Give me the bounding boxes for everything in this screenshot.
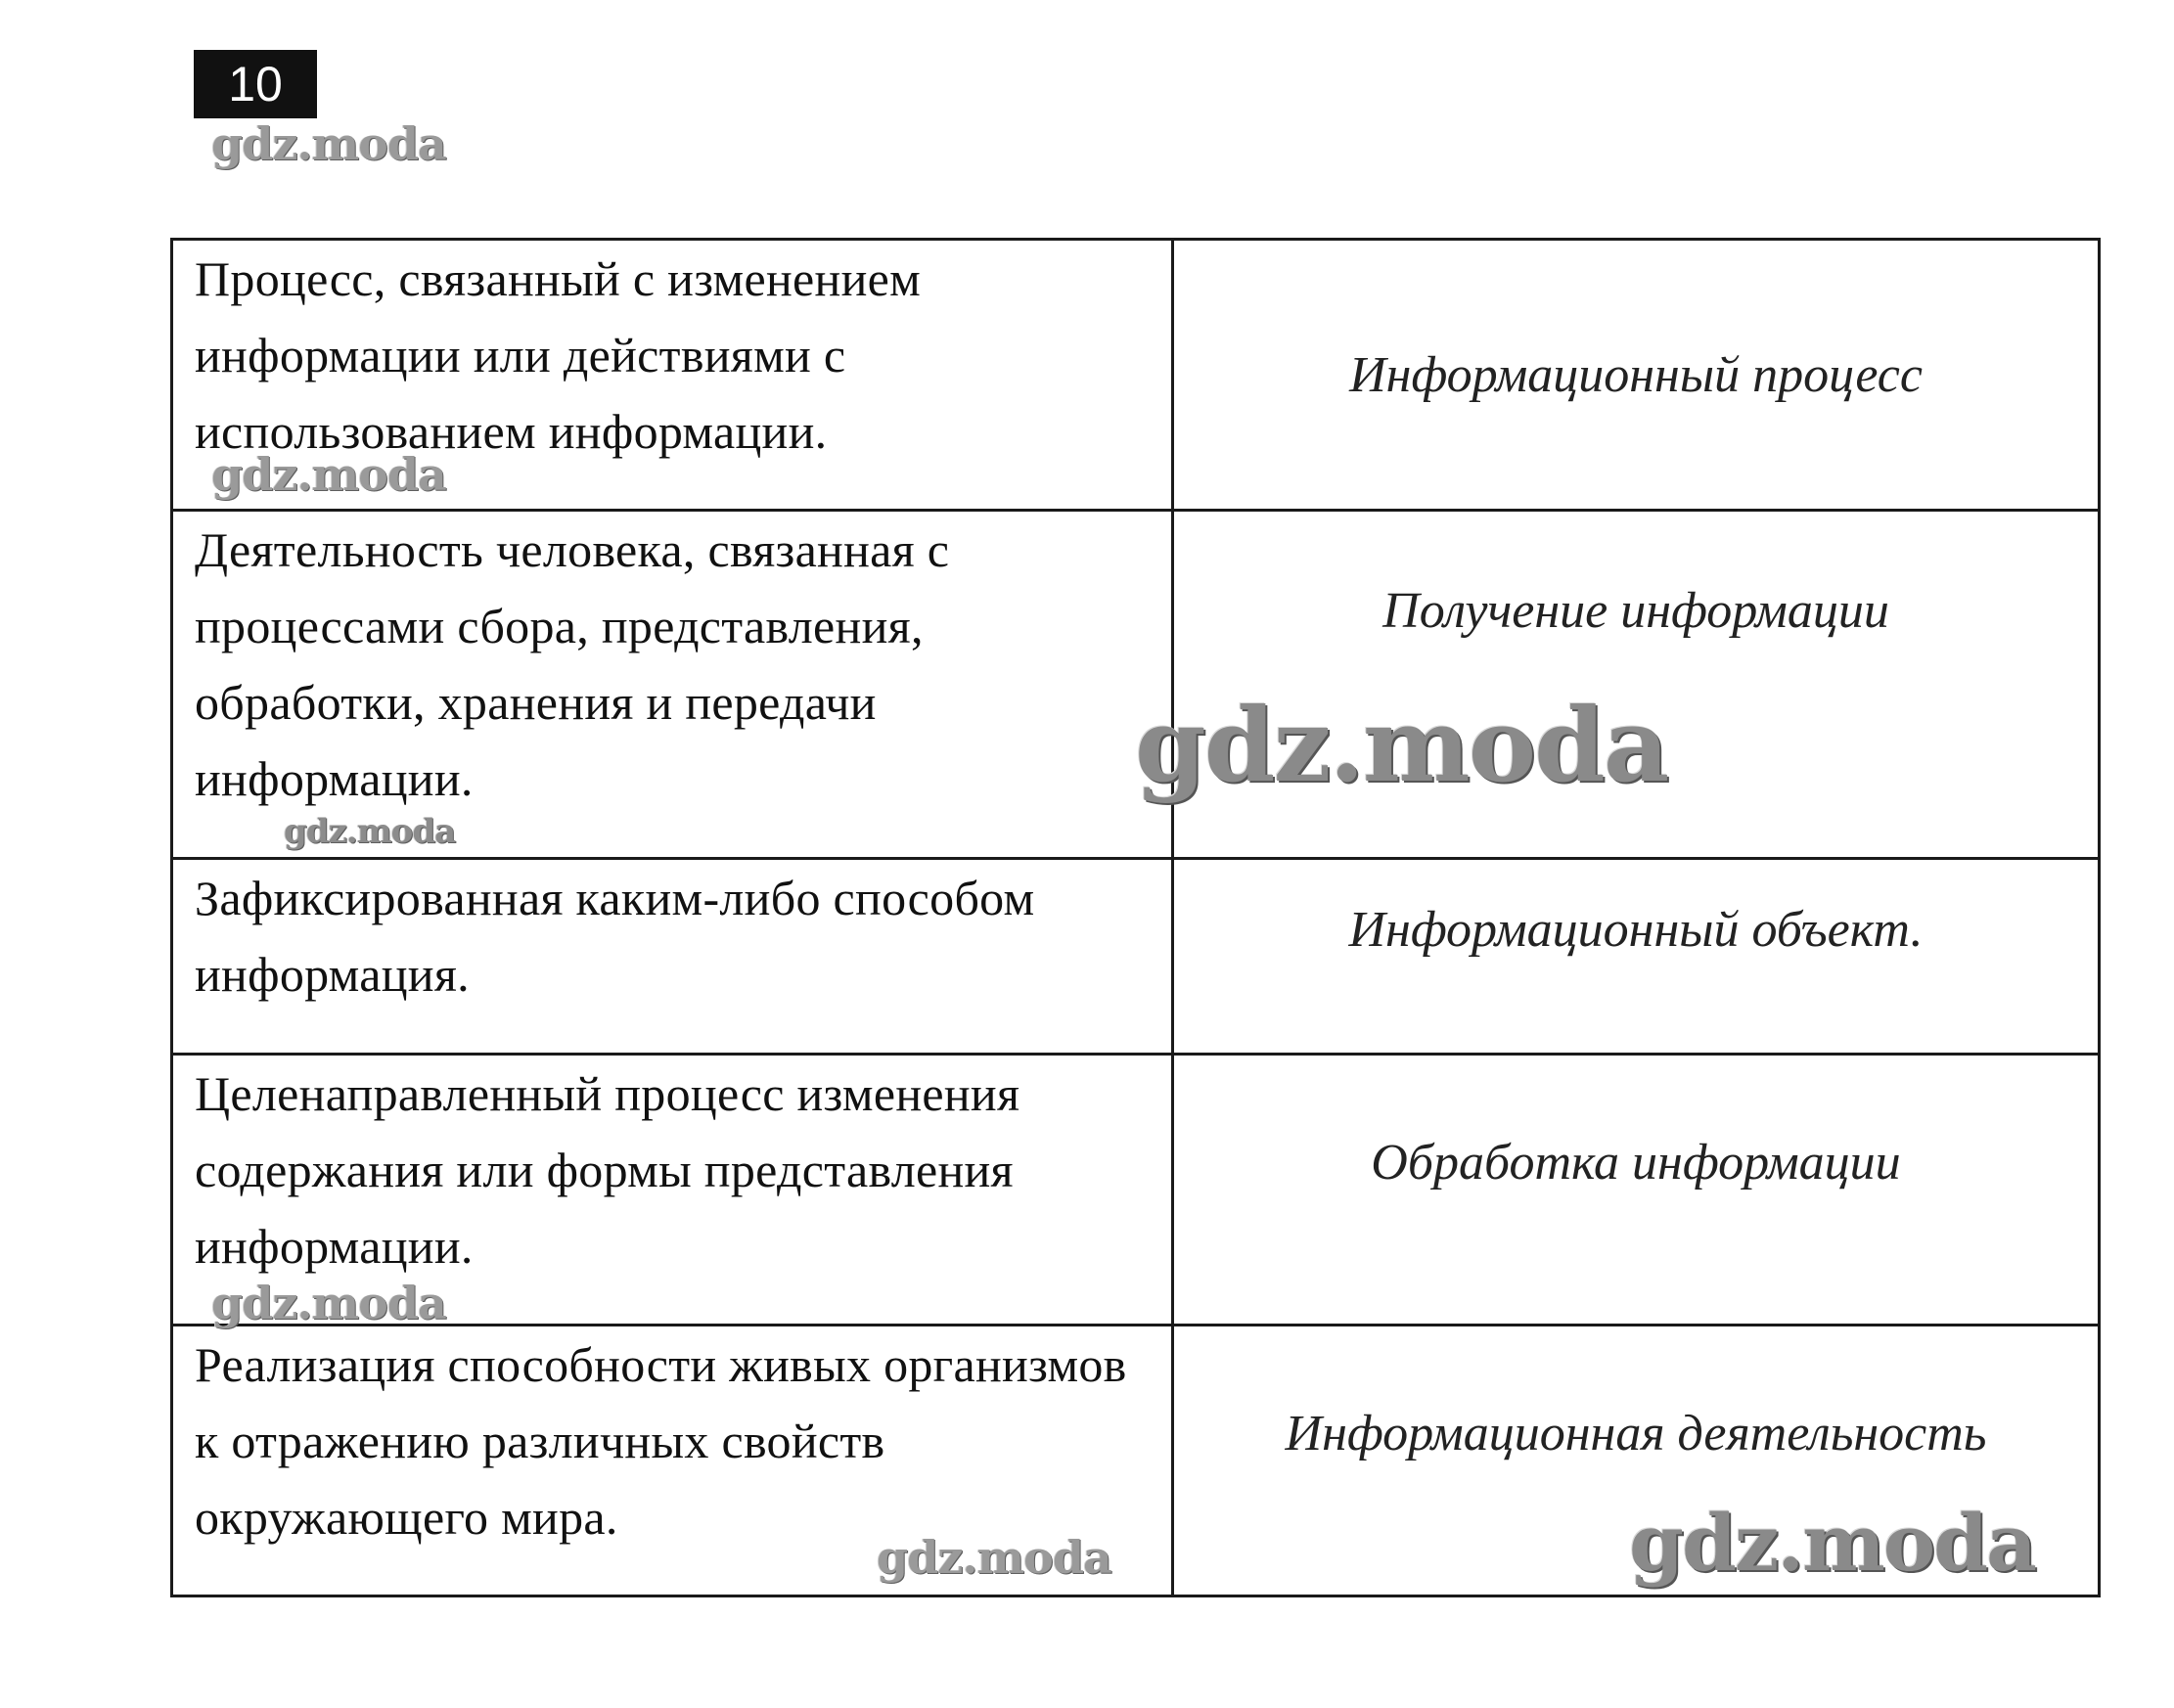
watermark-logo: gdz.moda — [211, 117, 446, 170]
table-row — [172, 859, 2100, 1055]
table-row — [172, 1326, 2100, 1596]
definition-cell: Деятельность человека, связанная с процессами сбора, представления, обработки, хранения и передачи информации. — [172, 511, 1173, 859]
watermark-logo: gdz.moda — [1629, 1497, 2035, 1589]
watermark-logo: gdz.moda — [211, 1277, 446, 1329]
watermark-logo: gdz.moda — [284, 812, 456, 851]
table-row — [172, 1055, 2100, 1326]
watermark-logo: gdz.moda — [211, 448, 446, 501]
definition-cell: Зафиксированная каким-либо способом информация. — [172, 859, 1173, 1055]
term-cell: Информационный объект. — [1173, 859, 2100, 1055]
term-cell: Информационный процесс — [1173, 240, 2100, 511]
table-row — [172, 511, 2100, 859]
watermark-logo: gdz.moda — [1135, 685, 1668, 805]
table-row — [172, 240, 2100, 511]
watermark-logo: gdz.moda — [877, 1531, 1111, 1584]
definition-cell: Целенаправленный процесс изменения содержания или формы представления информации. — [172, 1055, 1173, 1326]
definition-cell: Процесс, связанный с изменением информации или действиями с использованием информации. — [172, 240, 1173, 511]
term-cell: Обработка информации — [1173, 1055, 2100, 1326]
term-cell: Получение информации — [1173, 511, 2100, 859]
terms-table — [170, 238, 2101, 1597]
definition-cell: Реализация способности живых организмов к отражению различных свойств окружающего мира. — [172, 1326, 1173, 1596]
page-number: 10 — [194, 50, 317, 118]
term-cell: Информационная деятельность — [1173, 1326, 2100, 1596]
